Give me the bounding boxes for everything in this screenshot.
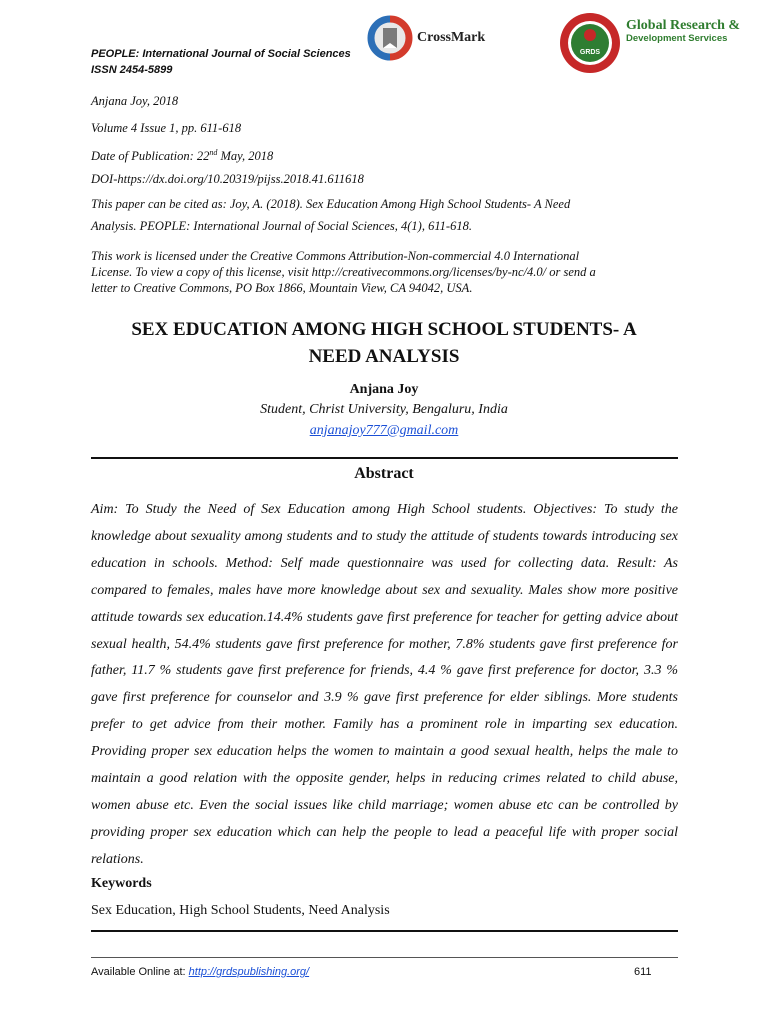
author-affiliation: Student, Christ University, Bengaluru, India	[260, 402, 508, 417]
pub-date-prefix: Date of Publication: 22	[91, 149, 210, 164]
keywords-text: Sex Education, High School Students, Need Analysis	[91, 903, 390, 918]
license-line-2: License. To view a copy of this license, visit http://creativecommons.org/licenses/by-nc/4.0/ or send a	[91, 265, 596, 279]
crossmark-badge[interactable]	[367, 14, 485, 62]
citation-line-2: Analysis. PEOPLE: International Journal of Social Sciences, 4(1), 611-618.	[91, 219, 472, 233]
title-line-1: SEX EDUCATION AMONG HIGH SCHOOL STUDENTS- A	[131, 319, 637, 340]
journal-header	[91, 46, 351, 78]
grds-seal-icon	[558, 11, 622, 75]
grds-subtitle: Development Services	[626, 33, 728, 44]
meta-doi[interactable]: DOI-https://dx.doi.org/10.20319/pijss.2018.41.611618	[91, 172, 364, 186]
grds-logo	[558, 11, 740, 75]
paper-title	[91, 316, 677, 370]
keywords-bottom-rule	[91, 930, 678, 932]
grds-title: Global Research &	[626, 18, 741, 33]
pub-date-sup: nd	[209, 148, 218, 157]
license-line-1: This work is licensed under the Creative Commons Attribution-Non-commercial 4.0 International	[91, 249, 580, 263]
crossmark-icon	[367, 14, 413, 62]
meta-license	[91, 248, 677, 296]
footer-availability	[91, 966, 309, 978]
author-email	[91, 423, 677, 439]
pub-date-suffix: May, 2018	[217, 149, 274, 164]
crossmark-label: CrossMark	[417, 30, 486, 45]
footer-available-label: Available Online at:	[91, 966, 189, 978]
meta-pub-date	[91, 145, 677, 164]
meta-citation	[91, 196, 677, 234]
abstract-top-rule	[91, 457, 678, 459]
grds-seal-text: GRDS	[579, 49, 601, 56]
abstract-heading: Abstract	[354, 465, 414, 482]
journal-name: PEOPLE: International Journal of Social Sciences	[91, 48, 351, 60]
author-name: Anjana Joy	[349, 382, 419, 397]
journal-issn: ISSN 2454-5899	[91, 64, 173, 76]
abstract-text: Aim: To Study the Need of Sex Education among High School students. Objectives: To study the knowledge about sexuality among students and to study the attitude of students towards introducing sex education in schools. Method: Self made questionnaire was used for collecting data. Result: As compared to females, males have more knowledge about sex and sexuality. Males show more positive attitude towards sex education.14.4% students gave first preference for teacher for getting advice about sexual health, 54.4% students gave first preference for mother, 7.8% students gave first preference for father, 11.7 % students gave first preference for friends, 4.4 % gave first preference for doctor, 3.3 % gave first preference for counselor and 3.9 % gave first preference for elder siblings. More students prefer to get advice from their mother. Family has a prominent role in imparting sex education. Providing proper sex education helps the women to maintain a good sexual health, helps the male to maintain a good relation with the opposite gender, helps in reducing crimes related to child abuse, women abuse etc. Even the social issues like child marriage; women abuse etc can be controlled by providing proper sex education which can help the people to lead a peaceful life with proper social relations.	[91, 502, 678, 867]
title-line-2: NEED ANALYSIS	[308, 346, 460, 367]
email-link[interactable]: anjanajoy777@gmail.com	[309, 423, 459, 438]
meta-author-year: Anjana Joy, 2018	[91, 94, 179, 108]
license-line-3: letter to Creative Commons, PO Box 1866, Mountain View, CA 94042, USA.	[91, 281, 473, 295]
citation-line-1: This paper can be cited as: Joy, A. (2018). Sex Education Among High School Students- A Need	[91, 197, 571, 211]
page-number: 611	[634, 966, 652, 978]
footer-rule	[91, 957, 678, 958]
footer-url-link[interactable]: http://grdspublishing.org/	[188, 966, 310, 978]
meta-volume: Volume 4 Issue 1, pp. 611-618	[91, 121, 242, 135]
keywords-heading: Keywords	[91, 876, 152, 891]
